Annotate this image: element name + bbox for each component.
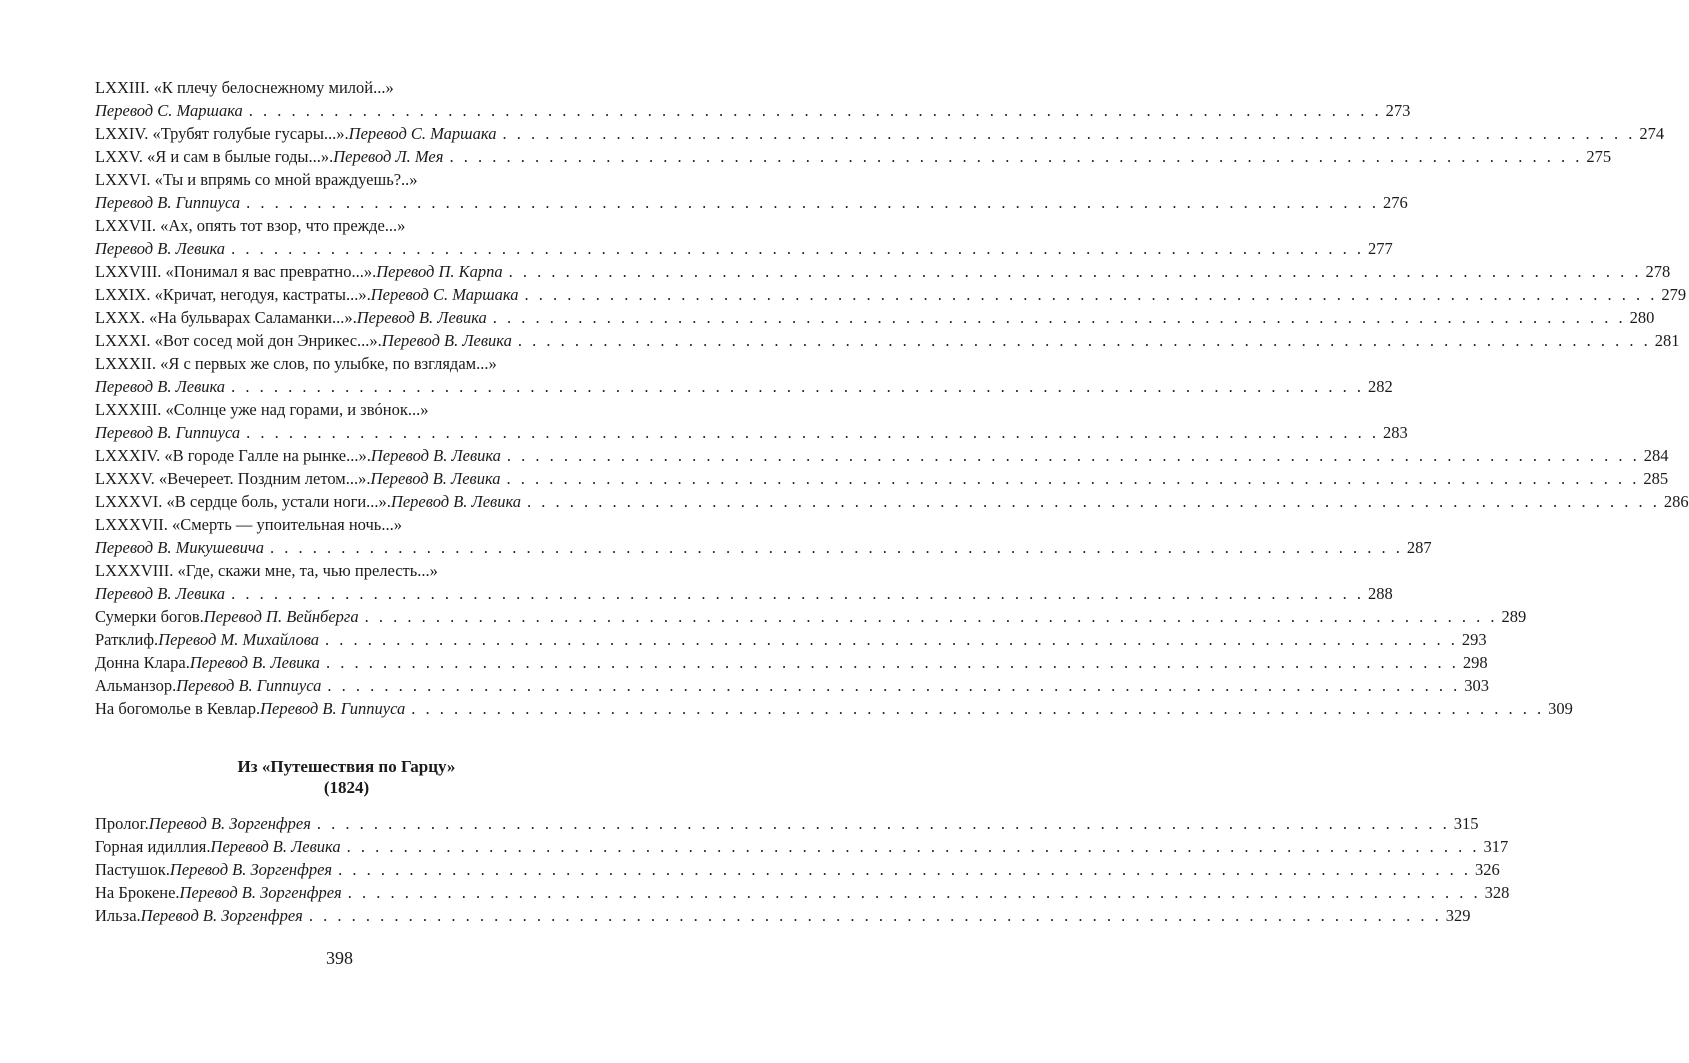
entry-title: LXXXIV. «В городе Галле на рынке...». — [95, 446, 371, 465]
toc-entry — [95, 329, 1680, 352]
dot-leader: . . . . . . . . . . . . . . . . . . . . . . . . . . . . . . . . . . . . . . . . . . . . . . . . . . . . . . . . . . . . . . . . . . . . . . . . . . . . . . . . — [231, 239, 1364, 258]
section-heading — [95, 756, 598, 798]
entry-page-number: 280 — [1629, 308, 1655, 327]
entry-title: Донна Клара. — [95, 653, 190, 672]
entry-page-number: 277 — [1367, 239, 1393, 258]
dot-leader: . . . . . . . . . . . . . . . . . . . . . . . . . . . . . . . . . . . . . . . . . . . . . . . . . . . . . . . . . . . . . . . . . . . . . . . . . . . . . . . . — [506, 469, 1640, 488]
entry-title: LXXXVIII. «Где, скажи мне, та, чью прелесть...» — [95, 561, 438, 580]
entry-page-number: 276 — [1383, 193, 1408, 212]
dot-leader: . . . . . . . . . . . . . . . . . . . . . . . . . . . . . . . . . . . . . . . . . . . . . . . . . . . . . . . . . . . . . . . . . . . . . . . . . . . . . . . . — [246, 423, 1380, 442]
entry-title: LXXIII. «К плечу белоснежному милой...» — [95, 78, 394, 97]
entry-translator: Перевод С. Маршака — [95, 101, 243, 120]
entry-page-number: 329 — [1445, 906, 1471, 925]
section-year: (1824) — [323, 778, 370, 797]
toc-entry — [95, 582, 1393, 605]
dot-leader: . . . . . . . . . . . . . . . . . . . . . . . . . . . . . . . . . . . . . . . . . . . . . . . . . . . . . . . . . . . . . . . . . . . . . . . . . . . . . . . . — [316, 814, 1450, 833]
toc-entry — [95, 283, 1687, 306]
entry-translator: Перевод В. Левика — [95, 584, 226, 603]
entry-title: Ильза. — [95, 906, 141, 925]
entry-page-number: 284 — [1643, 446, 1669, 465]
dot-leader: . . . . . . . . . . . . . . . . . . . . . . . . . . . . . . . . . . . . . . . . . . . . . . . . . . . . . . . . . . . . . . . . . . . . . . . . . . . . . . . . — [508, 262, 1642, 281]
entry-page-number: 273 — [1385, 101, 1411, 120]
dot-leader: . . . . . . . . . . . . . . . . . . . . . . . . . . . . . . . . . . . . . . . . . . . . . . . . . . . . . . . . . . . . . . . . . . . . . . . . . . . . . . . . — [347, 883, 1481, 902]
dot-leader: . . . . . . . . . . . . . . . . . . . . . . . . . . . . . . . . . . . . . . . . . . . . . . . . . . . . . . . . . . . . . . . . . . . . . . . . . . . . . . . . — [269, 538, 1403, 557]
entry-translator: Перевод В. Зоргенфрея — [140, 906, 303, 925]
toc-list-harz — [95, 812, 1510, 927]
toc-entry — [95, 145, 1612, 168]
entry-translator: Перевод В. Микушевича — [95, 538, 264, 557]
entry-page-number: 326 — [1474, 860, 1500, 879]
toc-entry — [95, 651, 1488, 674]
entry-title: LXXV. «Я и сам в былые годы...». — [95, 147, 334, 166]
entry-translator: Перевод В. Зоргенфрея — [169, 860, 333, 879]
entry-title: Альманзор. — [95, 676, 177, 695]
entry-title: LXXXI. «Вот сосед мой дон Энрикес...». — [95, 331, 382, 350]
entry-title: Пролог. — [95, 814, 149, 833]
section-title: Из «Путешествия по Гарцу» — [237, 757, 456, 776]
entry-title: Горная идиллия. — [95, 837, 211, 856]
entry-page-number: 281 — [1654, 331, 1680, 350]
toc-entry — [95, 835, 1509, 858]
entry-title: LXXXVII. «Смерть — упоительная ночь...» — [95, 515, 402, 534]
toc-entry — [95, 260, 1671, 283]
entry-page-number: 282 — [1367, 377, 1393, 396]
toc-entry — [95, 122, 1665, 145]
dot-leader: . . . . . . . . . . . . . . . . . . . . . . . . . . . . . . . . . . . . . . . . . . . . . . . . . . . . . . . . . . . . . . . . . . . . . . . . . . . . . . . . — [346, 837, 1480, 856]
entry-page-number: 317 — [1483, 837, 1509, 856]
toc-entry — [95, 628, 1487, 651]
entry-translator: Перевод В. Зоргенфрея — [148, 814, 311, 833]
entry-translator: Перевод В. Левика — [95, 239, 226, 258]
dot-leader: . . . . . . . . . . . . . . . . . . . . . . . . . . . . . . . . . . . . . . . . . . . . . . . . . . . . . . . . . . . . . . . . . . . . . . . . . . . . . . . . — [246, 193, 1380, 212]
dot-leader: . . . . . . . . . . . . . . . . . . . . . . . . . . . . . . . . . . . . . . . . . . . . . . . . . . . . . . . . . . . . . . . . . . . . . . . . . . . . . . . . — [502, 124, 1636, 143]
dot-leader: . . . . . . . . . . . . . . . . . . . . . . . . . . . . . . . . . . . . . . . . . . . . . . . . . . . . . . . . . . . . . . . . . . . . . . . . . . . . . . . . — [411, 699, 1545, 718]
entry-translator: Перевод В. Левика — [210, 837, 341, 856]
entry-title: Пастушок. — [95, 860, 170, 879]
entry-title: LXXVIII. «Понимал я вас превратно...». — [95, 262, 377, 281]
entry-translator: Перевод В. Гиппиуса — [176, 676, 322, 695]
entry-title: LXXXV. «Вечереет. Поздним летом...». — [95, 469, 371, 488]
entry-title: LXXIV. «Трубят голубые гусары...». — [95, 124, 349, 143]
entry-translator: Перевод В. Зоргенфрея — [179, 883, 342, 902]
entry-title: LXXX. «На бульварах Саламанки...». — [95, 308, 357, 327]
entry-page-number: 285 — [1643, 469, 1669, 488]
entry-translator: Перевод В. Левика — [356, 308, 487, 327]
dot-leader: . . . . . . . . . . . . . . . . . . . . . . . . . . . . . . . . . . . . . . . . . . . . . . . . . . . . . . . . . . . . . . . . . . . . . . . . . . . . . . . . — [308, 906, 1442, 925]
toc-entry — [95, 697, 1573, 720]
toc-entry — [95, 306, 1655, 329]
entry-translator: Перевод С. Маршака — [348, 124, 497, 143]
toc-entry — [95, 237, 1393, 260]
toc-entry — [95, 605, 1527, 628]
toc-entry — [95, 214, 598, 237]
dot-leader: . . . . . . . . . . . . . . . . . . . . . . . . . . . . . . . . . . . . . . . . . . . . . . . . . . . . . . . . . . . . . . . . . . . . . . . . . . . . . . . . — [506, 446, 1640, 465]
entry-title: На богомолье в Кевлар. — [95, 699, 261, 718]
entry-page-number: 288 — [1367, 584, 1393, 603]
entry-translator: Перевод П. Вейнберга — [203, 607, 359, 626]
entry-title: На Брокене. — [95, 883, 180, 902]
entry-page-number: 315 — [1453, 814, 1479, 833]
toc-entry — [95, 674, 1489, 697]
toc-entry — [95, 444, 1669, 467]
entry-title: Ратклиф. — [95, 630, 159, 649]
entry-title: LXXXIII. «Солнце уже над горами, и звóнок...» — [95, 400, 429, 419]
entry-title: LXXXII. «Я с первых же слов, по улыбке, по взглядам...» — [95, 354, 497, 373]
dot-leader: . . . . . . . . . . . . . . . . . . . . . . . . . . . . . . . . . . . . . . . . . . . . . . . . . . . . . . . . . . . . . . . . . . . . . . . . . . . . . . . . — [338, 860, 1471, 879]
toc-entry — [95, 881, 1510, 904]
toc-entry — [95, 421, 1408, 444]
toc-entry — [95, 191, 1408, 214]
entry-page-number: 274 — [1639, 124, 1665, 143]
dot-leader: . . . . . . . . . . . . . . . . . . . . . . . . . . . . . . . . . . . . . . . . . . . . . . . . . . . . . . . . . . . . . . . . . . . . . . . . . . . . . . . . — [364, 607, 1498, 626]
toc-entry — [95, 99, 1411, 122]
dot-leader: . . . . . . . . . . . . . . . . . . . . . . . . . . . . . . . . . . . . . . . . . . . . . . . . . . . . . . . . . . . . . . . . . . . . . . . . . . . . . . . . — [527, 492, 1660, 511]
toc-entry — [95, 467, 1669, 490]
dot-leader: . . . . . . . . . . . . . . . . . . . . . . . . . . . . . . . . . . . . . . . . . . . . . . . . . . . . . . . . . . . . . . . . . . . . . . . . . . . . . . . . — [231, 377, 1364, 396]
toc-entry — [95, 168, 598, 191]
dot-leader: . . . . . . . . . . . . . . . . . . . . . . . . . . . . . . . . . . . . . . . . . . . . . . . . . . . . . . . . . . . . . . . . . . . . . . . . . . . . . . . . — [248, 101, 1382, 120]
dot-leader: . . . . . . . . . . . . . . . . . . . . . . . . . . . . . . . . . . . . . . . . . . . . . . . . . . . . . . . . . . . . . . . . . . . . . . . . . . . . . . . . — [325, 653, 1459, 672]
dot-leader: . . . . . . . . . . . . . . . . . . . . . . . . . . . . . . . . . . . . . . . . . . . . . . . . . . . . . . . . . . . . . . . . . . . . . . . . . . . . . . . . — [492, 308, 1626, 327]
dot-leader: . . . . . . . . . . . . . . . . . . . . . . . . . . . . . . . . . . . . . . . . . . . . . . . . . . . . . . . . . . . . . . . . . . . . . . . . . . . . . . . . — [449, 147, 1583, 166]
entry-page-number: 293 — [1461, 630, 1487, 649]
table-of-contents — [95, 76, 1689, 927]
toc-entry — [95, 812, 1479, 835]
toc-entry — [95, 559, 598, 582]
page-number: 398 — [326, 948, 353, 968]
entry-page-number: 279 — [1661, 285, 1687, 304]
entry-title: LXXVI. «Ты и впрямь со мной враждуешь?..» — [95, 170, 418, 189]
entry-translator: Перевод Л. Мея — [333, 147, 444, 166]
entry-page-number: 278 — [1645, 262, 1671, 281]
entry-translator: Перевод В. Левика — [189, 653, 320, 672]
entry-translator: Перевод М. Михайлова — [158, 630, 319, 649]
toc-entry — [95, 513, 598, 536]
dot-leader: . . . . . . . . . . . . . . . . . . . . . . . . . . . . . . . . . . . . . . . . . . . . . . . . . . . . . . . . . . . . . . . . . . . . . . . . . . . . . . . . — [325, 630, 1458, 649]
dot-leader: . . . . . . . . . . . . . . . . . . . . . . . . . . . . . . . . . . . . . . . . . . . . . . . . . . . . . . . . . . . . . . . . . . . . . . . . . . . . . . . . — [524, 285, 1658, 304]
toc-list-main — [95, 76, 1689, 720]
toc-entry — [95, 904, 1471, 927]
entry-title: LXXIX. «Кричат, негодуя, кастраты...». — [95, 285, 371, 304]
toc-entry — [95, 375, 1393, 398]
dot-leader: . . . . . . . . . . . . . . . . . . . . . . . . . . . . . . . . . . . . . . . . . . . . . . . . . . . . . . . . . . . . . . . . . . . . . . . . . . . . . . . . — [517, 331, 1651, 350]
entry-page-number: 289 — [1501, 607, 1527, 626]
entry-title: LXXVII. «Ах, опять тот взор, что прежде...» — [95, 216, 406, 235]
toc-entry — [95, 858, 1500, 881]
entry-page-number: 298 — [1462, 653, 1488, 672]
entry-translator: Перевод В. Левика — [95, 377, 226, 396]
toc-entry — [95, 352, 598, 375]
entry-page-number: 275 — [1586, 147, 1612, 166]
entry-translator: Перевод В. Левика — [390, 492, 521, 511]
entry-translator: Перевод В. Левика — [370, 469, 501, 488]
dot-leader: . . . . . . . . . . . . . . . . . . . . . . . . . . . . . . . . . . . . . . . . . . . . . . . . . . . . . . . . . . . . . . . . . . . . . . . . . . . . . . . . — [327, 676, 1461, 695]
entry-translator: Перевод П. Карпа — [376, 262, 503, 281]
entry-title: LXXXVI. «В сердце боль, устали ноги...». — [95, 492, 391, 511]
toc-entry — [95, 76, 598, 99]
toc-entry — [95, 490, 1689, 513]
entry-translator: Перевод В. Гиппиуса — [260, 699, 406, 718]
entry-translator: Перевод В. Гиппиуса — [95, 193, 241, 212]
entry-page-number: 283 — [1383, 423, 1408, 442]
entry-translator: Перевод В. Левика — [370, 446, 501, 465]
entry-page-number: 309 — [1548, 699, 1573, 718]
entry-page-number: 328 — [1484, 883, 1510, 902]
entry-translator: Перевод С. Маршака — [370, 285, 519, 304]
entry-page-number: 287 — [1406, 538, 1432, 557]
toc-entry — [95, 398, 598, 421]
entry-translator: Перевод В. Гиппиуса — [95, 423, 241, 442]
entry-page-number: 303 — [1464, 676, 1489, 695]
dot-leader: . . . . . . . . . . . . . . . . . . . . . . . . . . . . . . . . . . . . . . . . . . . . . . . . . . . . . . . . . . . . . . . . . . . . . . . . . . . . . . . . — [231, 584, 1364, 603]
entry-page-number: 286 — [1663, 492, 1689, 511]
entry-title: Сумерки богов. — [95, 607, 204, 626]
toc-entry — [95, 536, 1432, 559]
entry-translator: Перевод В. Левика — [381, 331, 512, 350]
